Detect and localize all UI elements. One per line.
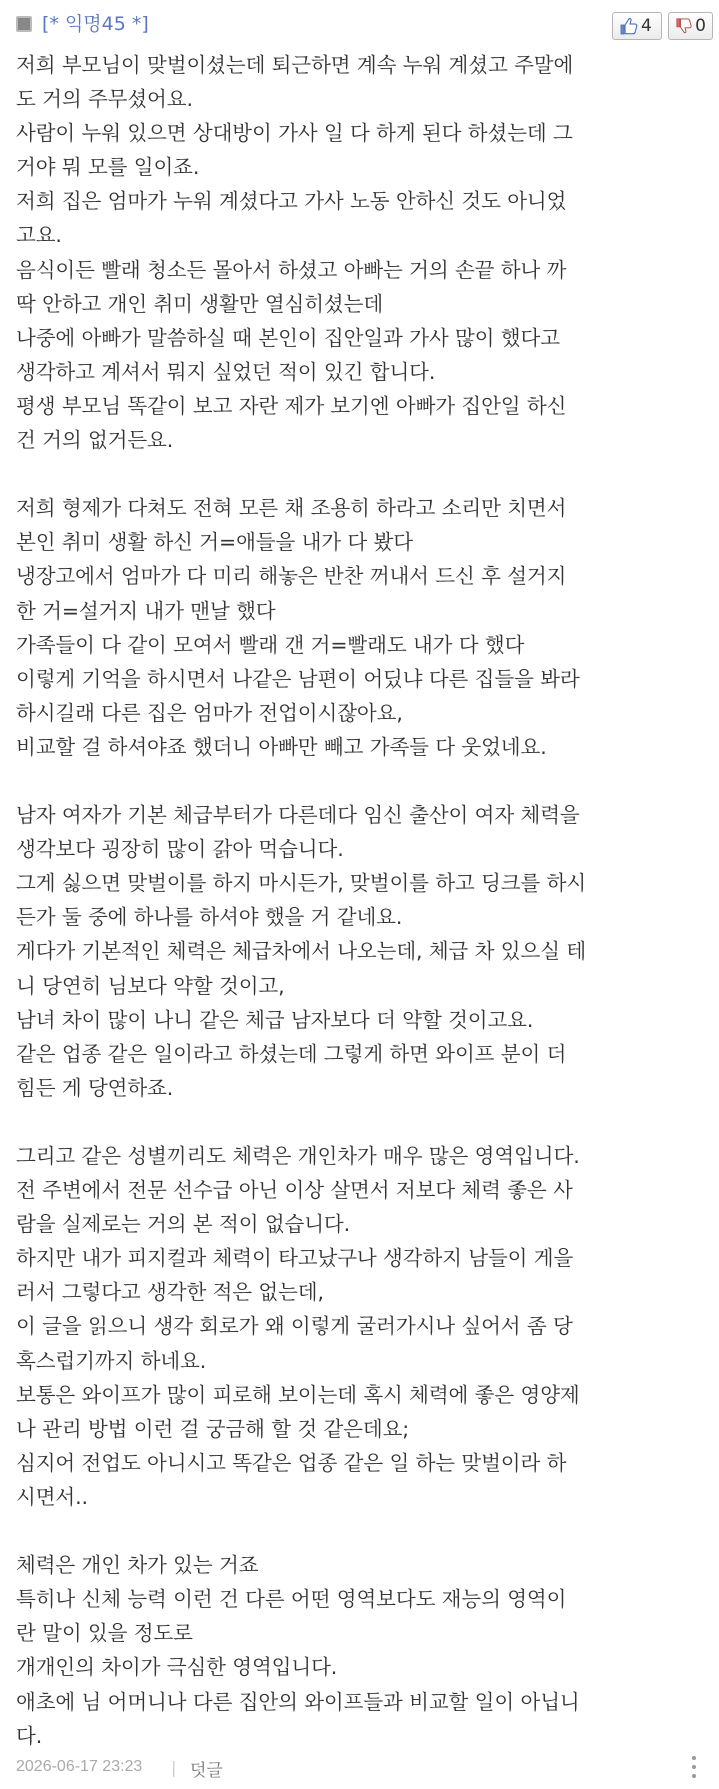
- dislike-button[interactable]: [668, 12, 713, 40]
- body-line: 혹스럽기까지 하네요.: [16, 1348, 207, 1373]
- more-vertical-icon[interactable]: [692, 1756, 698, 1782]
- body-line: 평생 부모님 똑같이 보고 자란 제가 보기엔 아빠가 집안일 하신: [16, 393, 567, 418]
- body-line: 게다가 기본적인 체력은 체급차에서 나오는데, 체급 차 있으실 테: [16, 939, 587, 964]
- body-line: 다.: [16, 1723, 43, 1748]
- body-line: 비교할 걸 하셔야죠 했더니 아빠만 빼고 가족들 다 웃었네요.: [16, 734, 547, 759]
- body-line: 남자 여자가 기본 체급부터가 다른데다 임신 출산이 여자 체력을: [16, 803, 580, 828]
- body-line: 남녀 차이 많이 나니 같은 체급 남자보다 더 약할 것이고요.: [16, 1007, 534, 1032]
- dislike-count: 0: [695, 16, 706, 36]
- body-line: 저희 집은 엄마가 누워 계셨다고 가사 노동 안하신 것도 아니었: [16, 189, 567, 214]
- body-line: 나 관리 방법 이런 걸 궁금해 할 것 같은데요;: [16, 1416, 410, 1441]
- body-line: 전 주변에서 전문 선수급 아닌 이상 살면서 저보다 체력 좋은 사: [16, 1178, 573, 1203]
- body-line: 냉장고에서 엄마가 다 미리 해놓은 반찬 꺼내서 드신 후 설거지: [16, 564, 567, 589]
- comment-body: [16, 48, 712, 1753]
- body-line: 시면서..: [16, 1484, 88, 1509]
- body-line: 애초에 님 어머니나 다른 집안의 와이프들과 비교할 일이 아닙니: [16, 1689, 580, 1714]
- body-line: 러서 그렇다고 생각한 적은 없는데,: [16, 1280, 324, 1305]
- like-count: 4: [641, 16, 652, 36]
- body-line: 이 글을 읽으니 생각 회로가 왜 이렇게 굴러가시나 싶어서 좀 당: [16, 1314, 573, 1339]
- body-line: 같은 업종 같은 일이라고 하셨는데 그렇게 하면 와이프 분이 더: [16, 1041, 567, 1066]
- footer-separator: |: [171, 1758, 177, 1777]
- body-line: 저희 형제가 다쳐도 전혀 모른 채 조용히 하라고 소리만 치면서: [16, 496, 567, 521]
- body-line: 란 말이 있을 정도로: [16, 1621, 193, 1646]
- thumbs-down-icon: [675, 16, 693, 36]
- body-line: 힘든 게 당연하죠.: [16, 1075, 174, 1100]
- body-line: 하시길래 다른 집은 엄마가 전업이시잖아요,: [16, 700, 403, 725]
- blank-line: [16, 1514, 712, 1548]
- body-line: 가족들이 다 같이 모여서 빨래 갠 거=빨래도 내가 다 했다: [16, 632, 525, 657]
- body-line: 음식이든 빨래 청소든 몰아서 하셨고 아빠는 거의 손끝 하나 까: [16, 257, 567, 282]
- thumbs-up-icon: [619, 16, 639, 36]
- body-line: 든가 둘 중에 하나를 하셔야 했을 거 같네요.: [16, 905, 403, 930]
- comment-header: [0, 0, 719, 50]
- body-line: 본인 취미 생활 하신 거=애들을 내가 다 봤다: [16, 530, 413, 555]
- body-line: 보통은 와이프가 많이 피로해 보이는데 혹시 체력에 좋은 영양제: [16, 1382, 580, 1407]
- body-line: 람을 실제로는 거의 본 적이 없습니다.: [16, 1212, 351, 1237]
- body-line: 거야 뭐 모를 일이죠.: [16, 155, 200, 180]
- body-line: 한 거=설거지 내가 맨날 했다: [16, 598, 276, 623]
- body-line: 딱 안하고 개인 취미 생활만 열심히셨는데: [16, 291, 384, 316]
- body-line: 생각하고 계셔서 뭐지 싶었던 적이 있긴 합니다.: [16, 359, 436, 384]
- body-line: 하지만 내가 피지컬과 체력이 타고났구나 생각하지 남들이 게을: [16, 1246, 574, 1271]
- reply-link[interactable]: 덧글: [190, 1761, 223, 1781]
- body-line: 생각보다 굉장히 많이 갉아 먹습니다.: [16, 837, 344, 862]
- author-name[interactable]: [* 익명45 *]: [42, 13, 149, 35]
- body-line: 특히나 신체 능력 이런 건 다른 어떤 영역보다도 재능의 영역이: [16, 1587, 567, 1612]
- blank-line: [16, 1105, 712, 1139]
- body-line: 그게 싫으면 맞벌이를 하지 마시든가, 맞벌이를 하고 딩크를 하시: [16, 871, 587, 896]
- body-line: 심지어 전업도 아니시고 똑같은 업종 같은 일 하는 맞벌이라 하: [16, 1450, 567, 1475]
- comment-footer: [0, 1752, 719, 1789]
- body-line: 건 거의 없거든요.: [16, 428, 174, 453]
- body-line: 나중에 아빠가 말씀하실 때 본인이 집안일과 가사 많이 했다고: [16, 325, 560, 350]
- body-line: 저희 부모님이 맞벌이셨는데 퇴근하면 계속 누워 계셨고 주말에: [16, 53, 574, 77]
- comment-date: 2026-06-17 23:23: [16, 1758, 143, 1775]
- body-line: 사람이 누워 있으면 상대방이 가사 일 다 하게 된다 하셨는데 그: [16, 121, 573, 146]
- body-line: 그리고 같은 성별끼리도 체력은 개인차가 매우 많은 영역입니다.: [16, 1144, 580, 1168]
- blank-line: [16, 764, 712, 798]
- body-line: 고요.: [16, 223, 62, 248]
- body-line: 도 거의 주무셨어요.: [16, 87, 193, 112]
- select-checkbox[interactable]: [16, 16, 32, 32]
- like-button[interactable]: [612, 12, 662, 40]
- blank-line: [16, 457, 712, 491]
- body-line: 체력은 개인 차가 있는 거죠: [16, 1553, 259, 1578]
- body-line: 니 당연히 님보다 약할 것이고,: [16, 973, 285, 998]
- body-line: 개개인의 차이가 극심한 영역입니다.: [16, 1655, 338, 1680]
- body-line: 이렇게 기억을 하시면서 나같은 남편이 어딨냐 다른 집들을 봐라: [16, 666, 580, 691]
